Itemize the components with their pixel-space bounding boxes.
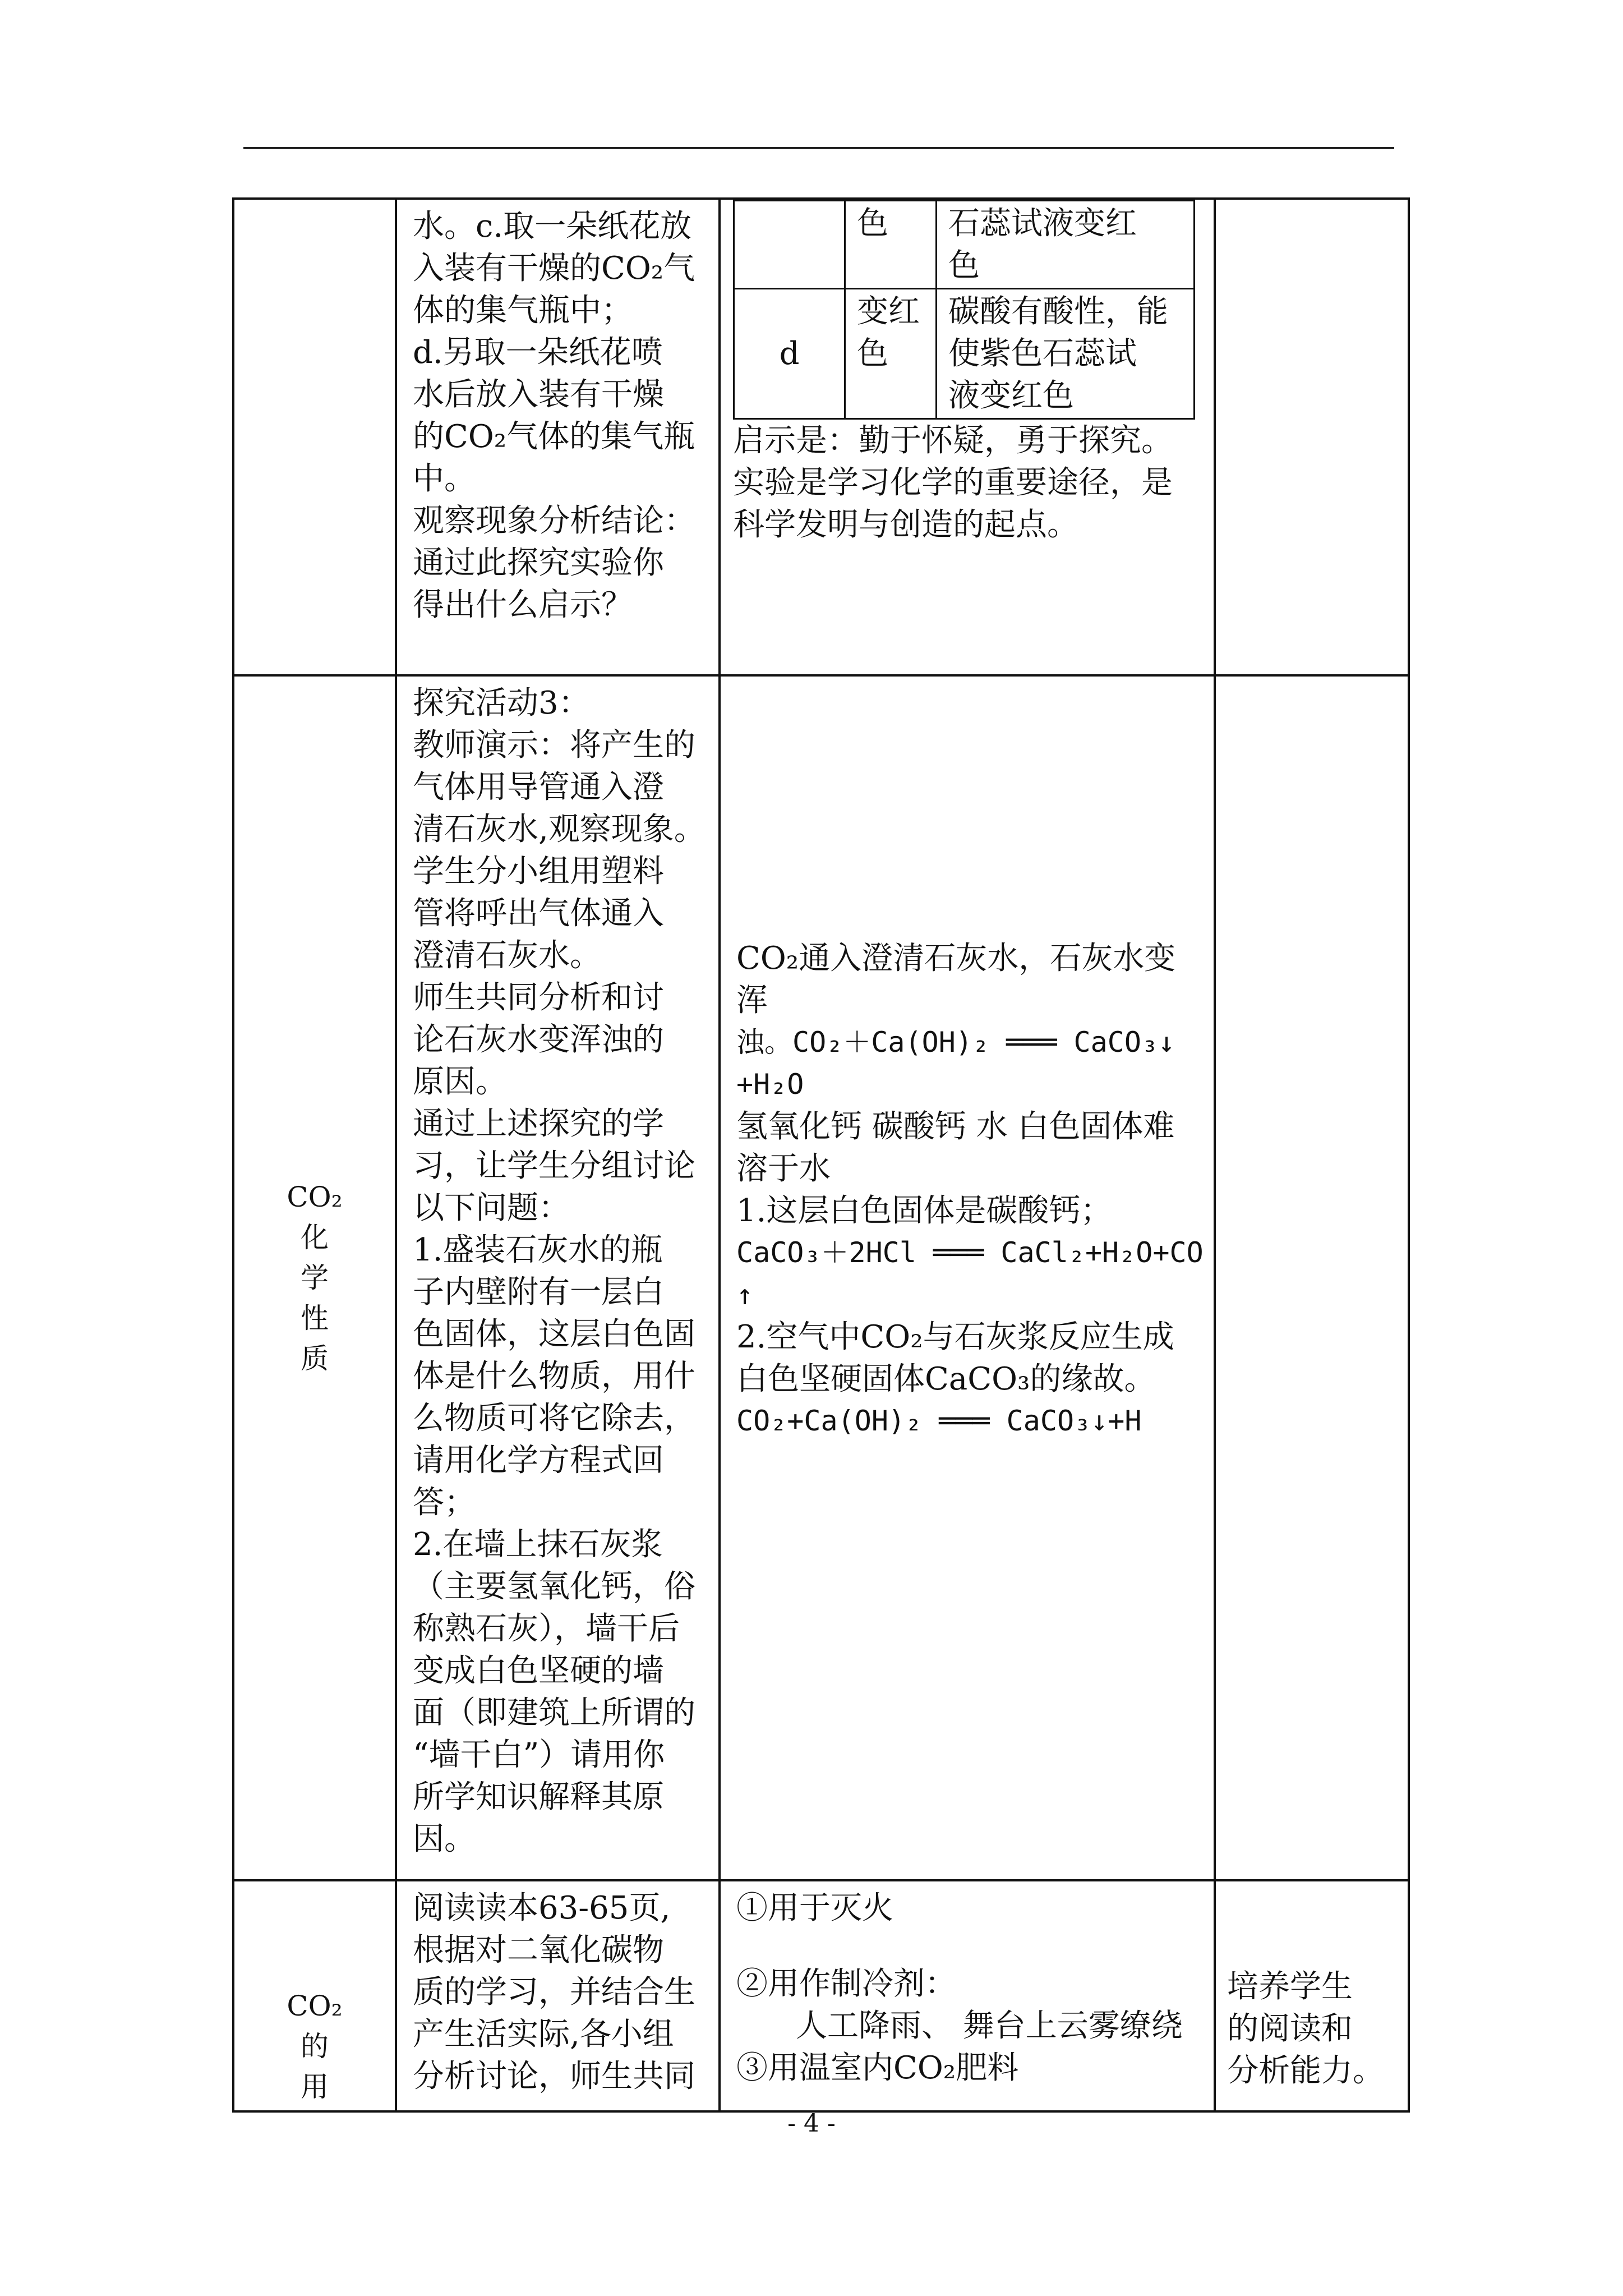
result-cell [720, 199, 1215, 675]
text-line: 质的学习，并结合生 [413, 1974, 695, 2010]
purpose-cell [1215, 199, 1409, 675]
text-line: 色 [948, 247, 980, 284]
text-line: 所学知识解释其原 [413, 1779, 664, 1815]
text-line: 使紫色石蕊试 [948, 335, 1137, 372]
text-line: 人工降雨、 舞台上云雾缭绕 [796, 2008, 1183, 2044]
text-line: 科学发明与创造的起点。 [733, 507, 1078, 543]
text-line: 培养学生 [1227, 1968, 1353, 2005]
result-cell [720, 1880, 1215, 2111]
text-line: 通过此探究实验你 [413, 545, 664, 581]
text-line: 石蕊试液变红 [948, 205, 1137, 242]
activity-cell [396, 199, 720, 675]
text-line: 变成白色坚硬的墙 [413, 1653, 664, 1689]
text-line: 根据对二氧化碳物 [413, 1932, 664, 1968]
equation: ↑ [736, 1278, 754, 1311]
text-line: “墙干白”）请用你 [413, 1737, 665, 1773]
text-line: 答； [413, 1484, 476, 1521]
table-row-chemical-properties [233, 675, 1409, 1880]
text-line: 的CO₂气体的集气瓶 [413, 418, 695, 455]
purpose-cell [1215, 675, 1409, 1880]
equation: CO₂+Ca(OH)₂ ═══ CaCO₃↓+H [736, 1405, 1142, 1437]
activity-cell [396, 1880, 720, 2111]
text-line: 色固体，这层白色固 [413, 1316, 695, 1352]
section-label: 的 [301, 2030, 329, 2063]
text-line: 教师演示：将产生的 [413, 727, 695, 763]
text-line: （主要氢氧化钙，俗 [413, 1568, 695, 1605]
table-row [734, 289, 1195, 419]
text-line: ③用温室内CO₂肥料 [736, 2050, 1019, 2086]
text-line: 的阅读和 [1227, 2010, 1353, 2047]
text-line: 原因。 [413, 1064, 507, 1100]
text-line: 探究活动3： [413, 685, 590, 721]
experiment-label: d [734, 289, 845, 419]
text-line: 1.盛装石灰水的瓶 [413, 1232, 663, 1268]
text-line: 体是什么物质，用什 [413, 1358, 695, 1395]
equation: 浊。CO₂＋Ca(OH)₂ ═══ CaCO₃↓ [736, 1026, 1175, 1059]
text-line: 启示是：勤于怀疑，勇于探究。 [733, 422, 1173, 459]
conclusion-cell [937, 201, 1195, 289]
text-line: 习，让学生分组讨论 [413, 1148, 695, 1184]
text-line: 通过上述探究的学 [413, 1106, 664, 1142]
text-line: 称熟石灰），墙干后 [413, 1611, 680, 1647]
text-line: 么物质可将它除去， [413, 1400, 695, 1437]
text-line: 水后放入装有干燥 [413, 376, 664, 413]
table-row-uses [233, 1880, 1409, 2111]
text-line: 中。 [413, 461, 476, 497]
color-cell: 变红色 [845, 289, 937, 419]
table-row [734, 201, 1195, 289]
text-line: 请用化学方程式回 [413, 1442, 664, 1479]
text-line: ①用于灭火 [736, 1890, 893, 1926]
section-label: 学 [301, 1262, 329, 1294]
text-line: ②用作制冷剂： [736, 1966, 956, 2002]
section-label: CO₂ [287, 1990, 343, 2022]
text-line: 2.空气中CO₂与石灰浆反应生成 [736, 1319, 1174, 1355]
section-label: 质 [301, 1342, 329, 1375]
section-label: 性 [301, 1302, 329, 1335]
text-line: 2.在墙上抹石灰浆 [413, 1526, 663, 1563]
text-line: 学生分小组用塑料 [413, 853, 664, 890]
text-line: 澄清石灰水。 [413, 937, 601, 974]
header-rule [243, 147, 1394, 149]
section-label: CO₂ [287, 1181, 343, 1213]
text-line: 清石灰水,观察现象。 [413, 811, 706, 848]
text-line: 气体用导管通入澄 [413, 769, 664, 806]
text-line: 1.这层白色固体是碳酸钙； [736, 1193, 1112, 1229]
conclusion-cell [937, 289, 1195, 419]
page-number: - 4 - [787, 2109, 836, 2138]
section-label: 用 [301, 2070, 329, 2103]
section-cell [233, 675, 396, 1880]
color-cell: 色 [845, 201, 937, 289]
equation: +H₂O [736, 1068, 804, 1101]
text-line: 实验是学习化学的重要途径，是 [733, 464, 1173, 501]
text-line: 溶于水 [736, 1151, 831, 1187]
section-label: 化 [301, 1221, 329, 1254]
text-line: 分析能力。 [1227, 2053, 1384, 2089]
equation: CaCO₃＋2HCl ═══ CaCl₂+H₂O+CO [736, 1236, 1204, 1269]
text-line: 体的集气瓶中； [413, 292, 633, 329]
experiment-label [734, 201, 845, 289]
text-line: 面（即建筑上所谓的 [413, 1695, 695, 1731]
text-line: 观察现象分析结论： [413, 503, 695, 539]
text-line: CO₂通入澄清石灰水，石灰水变浑 [736, 940, 1176, 1019]
text-line: 入装有干燥的CO₂气 [413, 250, 695, 287]
text-line: 管将呼出气体通入 [413, 895, 664, 932]
observation-table [733, 200, 1195, 420]
text-line: d.另取一朵纸花喷 [413, 334, 663, 371]
text-line: 产生活实际,各小组 [413, 2016, 674, 2053]
table-row-experiment [233, 199, 1409, 675]
text-line: 白色坚硬固体CaCO₃的缘故。 [736, 1361, 1156, 1397]
purpose-cell [1215, 1880, 1409, 2111]
lesson-table [232, 197, 1410, 2113]
result-cell [720, 675, 1215, 1880]
text-line: 论石灰水变浑浊的 [413, 1022, 664, 1058]
text-line: 以下问题： [413, 1190, 570, 1226]
text-line: 得出什么启示？ [413, 587, 633, 623]
text-line: 分析讨论，师生共同 [413, 2058, 695, 2095]
section-cell [233, 199, 396, 675]
text-line: 水。c.取一朵纸花放 [413, 208, 692, 245]
text-line: 碳酸有酸性，能 [948, 293, 1168, 330]
section-cell [233, 1880, 396, 2111]
text-line: 阅读读本63-65页, [413, 1890, 671, 1926]
activity-cell [396, 675, 720, 1880]
text-line: 液变红色 [948, 378, 1074, 414]
text-line: 氢氧化钙 碳酸钙 水 白色固体难 [736, 1108, 1175, 1145]
text-line: 因。 [413, 1821, 476, 1857]
text-line: 子内壁附有一层白 [413, 1274, 664, 1310]
text-line: 师生共同分析和讨 [413, 979, 664, 1016]
